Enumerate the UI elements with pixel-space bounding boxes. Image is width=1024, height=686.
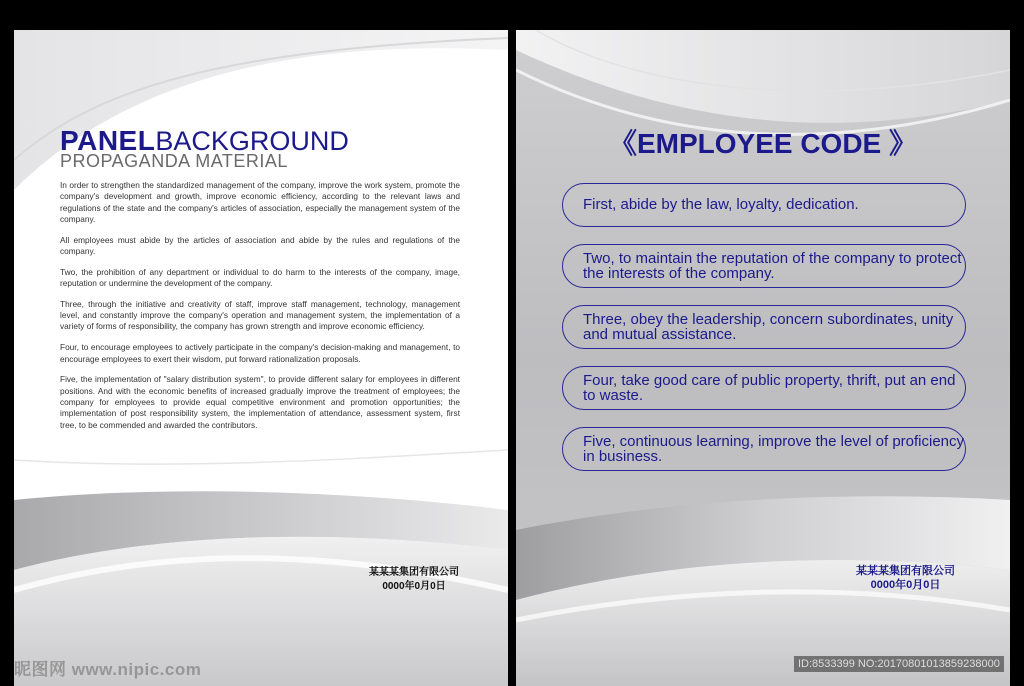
- paragraph: All employees must abide by the articles of association and abide by the rules and regulations of the company.: [60, 234, 460, 256]
- employee-code-title: 《EMPLOYEE CODE 》: [608, 128, 918, 159]
- right-signature: [856, 564, 955, 592]
- policy-body: [60, 180, 460, 440]
- title-bold-text: PANEL: [60, 125, 156, 156]
- paragraph: Four, to encourage employees to actively participate in the company's decision-making and management, to encourage employees to exert their wisdom, put forward rationalization proposals.: [60, 342, 460, 364]
- watermark-id: ID:8533399 NO:20170801013859238000: [794, 656, 1004, 672]
- right-panel: [516, 30, 1010, 686]
- code-item: [562, 366, 966, 410]
- paragraph: Two, the prohibition of any department or individual to do harm to the interests of the company, image, reputation or undermine the development of the company.: [60, 266, 460, 289]
- code-item: [562, 244, 966, 288]
- code-item-text: Five, continuous learning, improve the level of proficiency in business.: [583, 432, 965, 465]
- paragraph: In order to strengthen the standardized management of the company, improve the work system, promote the company's development and growth, improve economic efficiency, according to the relevant laws and regulations of the state and the company's articles of association, especially the management system of the company.: [60, 180, 460, 224]
- panel-subtitle: PROPAGANDA MATERIAL: [60, 151, 288, 171]
- watermark-logo: 昵图网 www.nipic.com: [14, 660, 202, 679]
- title-light-text: BACKGROUND: [155, 126, 349, 156]
- code-item-text: Three, obey the leadership, concern subordinates, unity and mutual assistance.: [583, 310, 954, 343]
- left-panel: [14, 30, 508, 686]
- code-item: [562, 183, 966, 227]
- code-item: [562, 427, 966, 471]
- signature-date: 0000年0月0日: [870, 579, 941, 591]
- left-signature: [369, 566, 459, 594]
- code-item-text: Two, to maintain the reputation of the company to protect the interests of the company.: [583, 249, 962, 282]
- code-item-text: Four, take good care of public property, thrift, put an end to waste.: [583, 371, 956, 404]
- company-name: 某某某集团有限公司: [369, 567, 459, 578]
- paragraph: Three, through the initiative and creativity of staff, improve staff management, technology, management level, and constantly improve the company's operation and management system, the implementation of a variety of forms of responsibility, the company has grown strength and improve economic efficiency.: [60, 298, 460, 332]
- code-item: [562, 305, 966, 349]
- signature-date: 0000年0月0日: [382, 581, 446, 592]
- company-name: 某某某集团有限公司: [856, 565, 955, 577]
- code-item-text: First, abide by the law, loyalty, dedication.: [583, 196, 859, 214]
- paragraph: Five, the implementation of "salary distribution system", to provide different salary for employees in different positions. And with the economic benefits of increased gradually improve the treatment of employees; the company for employees to provide equal competitive environment and promotion opportunities; the implementation of post responsibility system, the implementation of attendance, assessment system, first tree, to be commended and awarded the contributors.: [60, 374, 460, 430]
